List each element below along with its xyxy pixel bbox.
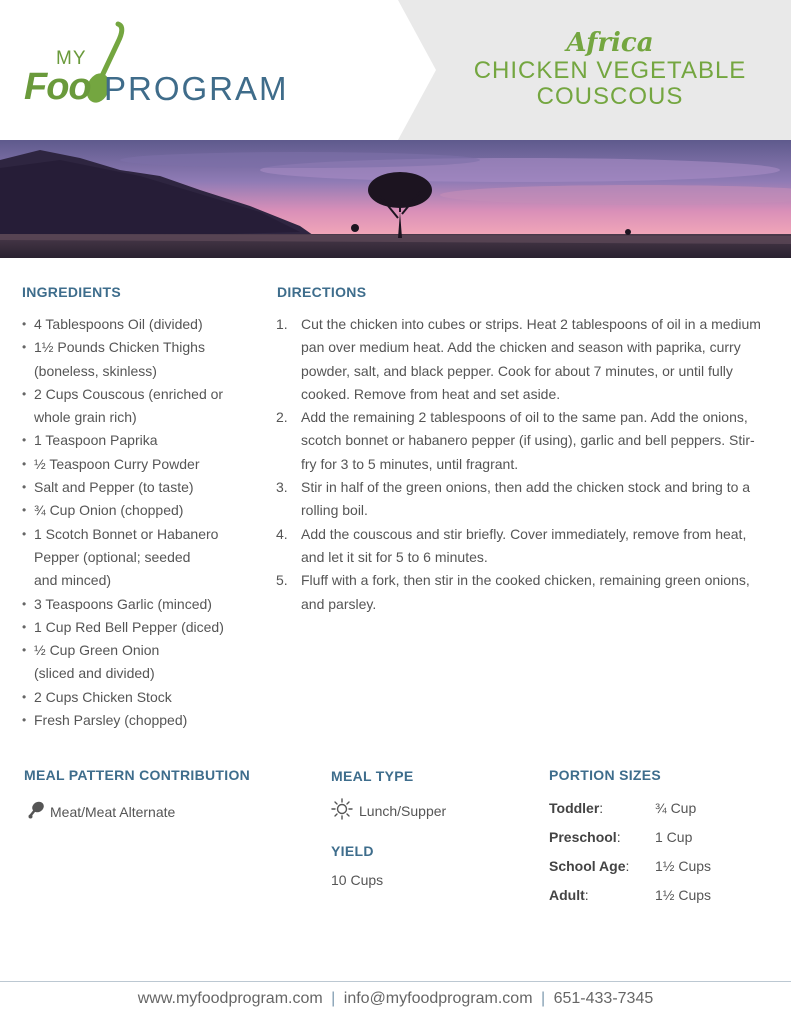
step-text: Stir in half of the green onions, then add the chicken stock and bring to a rolling boil.: [301, 479, 751, 519]
ingredient-item: • Fresh Parsley (chopped): [22, 709, 262, 732]
ingredients-heading: INGREDIENTS: [22, 284, 121, 300]
ingredient-item: • 1 Cup Red Bell Pepper (diced): [22, 616, 262, 639]
footer-email-link[interactable]: info@myfoodprogram.com: [343, 990, 533, 1007]
logo-program-text: PROGRAM: [104, 70, 289, 107]
logo-my-text: MY: [56, 48, 87, 69]
footer-contact: [0, 990, 791, 1008]
step-number: 5.: [276, 572, 288, 589]
directions-list: [276, 313, 764, 616]
direction-step: [276, 523, 764, 570]
ingredient-item: • 1 Teaspoon Paprika: [22, 429, 262, 452]
step-number: 4.: [276, 525, 288, 542]
header: [0, 0, 791, 140]
portion-label-text: School Age: [549, 858, 626, 874]
portion-label: [549, 887, 589, 903]
ingredient-item-continued: (sliced and divided): [34, 665, 155, 682]
ingredient-item-continued: whole grain rich): [34, 409, 137, 426]
portion-label: [549, 858, 629, 874]
meal-pattern-heading: MEAL PATTERN CONTRIBUTION: [24, 767, 251, 783]
step-text: Add the remaining 2 tablespoons of oil to the same pan. Add the onions, scotch bonnet or habanero pepper (if using), garlic and bell peppers. Stir-fry for 3 to 5 minutes, until fragrant.: [301, 409, 755, 472]
portion-value: ¾ Cup: [655, 800, 697, 816]
step-text: Add the couscous and stir briefly. Cover immediately, remove from heat, and let it sit for 5 to 6 minutes.: [301, 525, 747, 565]
portion-label-text: Toddler: [549, 800, 600, 816]
meal-pattern-label: Meat/Meat Alternate: [50, 803, 176, 820]
direction-step: [276, 569, 764, 616]
ingredient-item-continued: and minced): [34, 572, 112, 589]
portion-label-text: Adult: [549, 887, 585, 903]
drumstick-icon: [28, 801, 44, 822]
footer-separator: |: [540, 990, 546, 1007]
step-number: 1.: [276, 316, 288, 332]
portion-label-colon: :: [599, 800, 604, 816]
yield-value: 10 Cups: [331, 872, 384, 888]
meal-type-item: [331, 798, 446, 823]
portion-sizes-heading: PORTION SIZES: [549, 767, 662, 783]
portion-value: 1½ Cups: [655, 887, 712, 903]
step-text: Fluff with a fork, then stir in the cooked chicken, remaining green onions, and parsley.: [301, 572, 750, 612]
ingredient-item: • 3 Teaspoons Garlic (minced): [22, 593, 262, 616]
ingredient-item-continued: Pepper (optional; seeded: [34, 548, 191, 565]
ingredient-item: • 4 Tablespoons Oil (divided): [22, 313, 262, 336]
direction-step: [276, 313, 764, 406]
ingredient-item: • ¾ Cup Onion (chopped): [22, 499, 262, 522]
portion-value: 1 Cup: [655, 829, 693, 845]
recipe-title: [440, 28, 780, 110]
footer-divider: [0, 981, 791, 982]
meal-type-label: Lunch/Supper: [359, 802, 447, 819]
recipe-region: Africa: [566, 28, 654, 58]
ingredient-item: • 1 Scotch Bonnet or Habanero: [22, 523, 262, 546]
portion-label-colon: :: [616, 829, 621, 845]
brand-logo[interactable]: [22, 20, 322, 120]
ingredient-item: • 2 Cups Chicken Stock: [22, 686, 262, 709]
step-number: 3.: [276, 479, 288, 496]
direction-step: [276, 406, 764, 476]
ingredient-item: • 1½ Pounds Chicken Thighs: [22, 336, 262, 359]
recipe-title-line2: COUSCOUS: [536, 83, 684, 110]
meal-type-heading: MEAL TYPE: [331, 768, 414, 784]
direction-step: [276, 476, 764, 523]
yield-heading: YIELD: [331, 843, 374, 859]
portion-label-colon: :: [625, 858, 630, 874]
ingredients-list: [22, 313, 262, 732]
footer-website-link[interactable]: www.myfoodprogram.com: [137, 990, 323, 1007]
meal-pattern-item: [28, 801, 175, 822]
portion-label: [549, 800, 603, 816]
portion-label-colon: :: [584, 887, 589, 903]
ingredient-item: • ½ Teaspoon Curry Powder: [22, 453, 262, 476]
recipe-title-line1: CHICKEN VEGETABLE: [473, 57, 747, 84]
ingredient-item: • 2 Cups Couscous (enriched or: [22, 383, 262, 406]
step-text: Cut the chicken into cubes or strips. Heat 2 tablespoons of oil in a medium pan over medium heat. Add the chicken and season with paprika, curry powder, salt, and black pepper. Cook for about 7 minutes, or until fully cooked. Remove from heat and set aside.: [301, 316, 761, 402]
step-number: 2.: [276, 409, 288, 426]
portion-value: 1½ Cups: [655, 858, 712, 874]
footer-phone: 651-433-7345: [553, 990, 654, 1007]
logo-foo-text: Foo: [24, 66, 91, 108]
ingredient-item-continued: (boneless, skinless): [34, 362, 157, 379]
savanna-banner-image: [0, 140, 791, 258]
portion-label: [549, 829, 621, 845]
directions-heading: DIRECTIONS: [277, 284, 367, 300]
footer-separator: |: [331, 990, 336, 1007]
portion-label-text: Preschool: [549, 829, 617, 845]
ingredient-item: • ½ Cup Green Onion: [22, 639, 262, 662]
sun-icon: [331, 798, 353, 823]
ingredient-item: • Salt and Pepper (to taste): [22, 476, 262, 499]
